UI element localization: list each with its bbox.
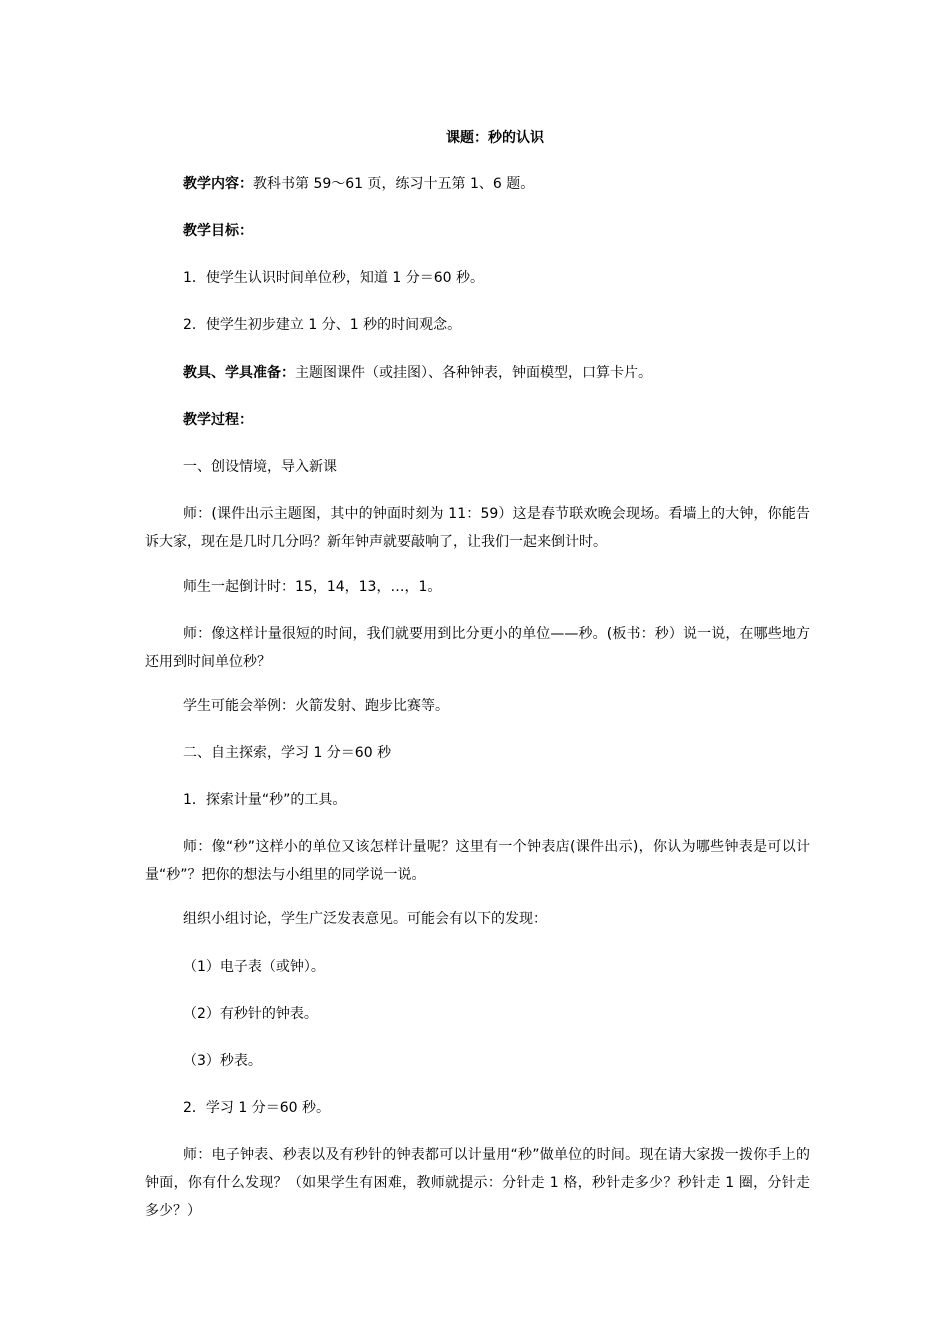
section-heading-1: 一、创设情境，导入新课 [183,459,337,475]
finding-item-2: （2）有秒针的钟表。 [183,1006,318,1022]
paragraph-group-discussion: 组织小组讨论，学生广泛发表意见。可能会有以下的发现： [183,911,547,927]
teaching-tools-text: 主题图课件（或挂图）、各种钟表，钟面模型，口算卡片。 [295,365,652,381]
teaching-tools [145,359,810,387]
goal-item-1: 1．使学生认识时间单位秒，知道 1 分＝60 秒。 [183,270,484,286]
paragraph-second-unit: 师：像这样计量很短的时间，我们就要用到比分更小的单位——秒。(板书：秒）说一说，在哪些地方还用到时间单位秒？ [145,626,810,670]
teaching-content-text: 教科书第 59～61 页，练习十五第 1、6 题。 [253,176,535,192]
teaching-content [145,170,810,198]
finding-item-1: （1）电子表（或钟）。 [183,959,325,975]
paragraph-student-examples: 学生可能会举例：火箭发射、跑步比赛等。 [183,698,449,714]
step-heading-1: 1．探索计量“秒”的工具。 [183,792,347,808]
teaching-goals-heading: 教学目标： [183,223,253,239]
finding-item-3: （3）秒表。 [183,1053,262,1069]
paragraph-clock-face: 师：电子钟表、秒表以及有秒针的钟表都可以计量用“秒”做单位的时间。现在请大家拨一拨你手上的钟面，你有什么发现？（如果学生有困难，教师就提示：分针走 1 格，秒针走多少？秒针走 1 圈，分针走多少？） [145,1147,810,1219]
section-heading-2: 二、自主探索，学习 1 分＝60 秒 [183,745,392,761]
step-heading-2: 2．学习 1 分＝60 秒。 [183,1100,330,1116]
teaching-process-heading: 教学过程： [183,412,253,428]
teaching-content-label: 教学内容： [183,176,253,192]
paragraph-intro-clock: 师：(课件出示主题图，其中的钟面时刻为 11：59）这是春节联欢晚会现场。看墙上的大钟，你能告诉大家，现在是几时几分吗？新年钟声就要敲响了，让我们一起来倒计时。 [145,506,810,550]
lesson-title: 课题：秒的认识 [446,130,544,146]
teaching-tools-label: 教具、学具准备： [183,365,295,381]
paragraph-countdown: 师生一起倒计时：15，14，13，…，1。 [183,579,442,595]
paragraph-clock-shop: 师：像“秒”这样小的单位又该怎样计量呢？这里有一个钟表店(课件出示)，你认为哪些钟表是可以计量“秒”？把你的想法与小组里的同学说一说。 [145,839,810,883]
goal-item-2: 2．使学生初步建立 1 分、1 秒的时间观念。 [183,317,462,333]
